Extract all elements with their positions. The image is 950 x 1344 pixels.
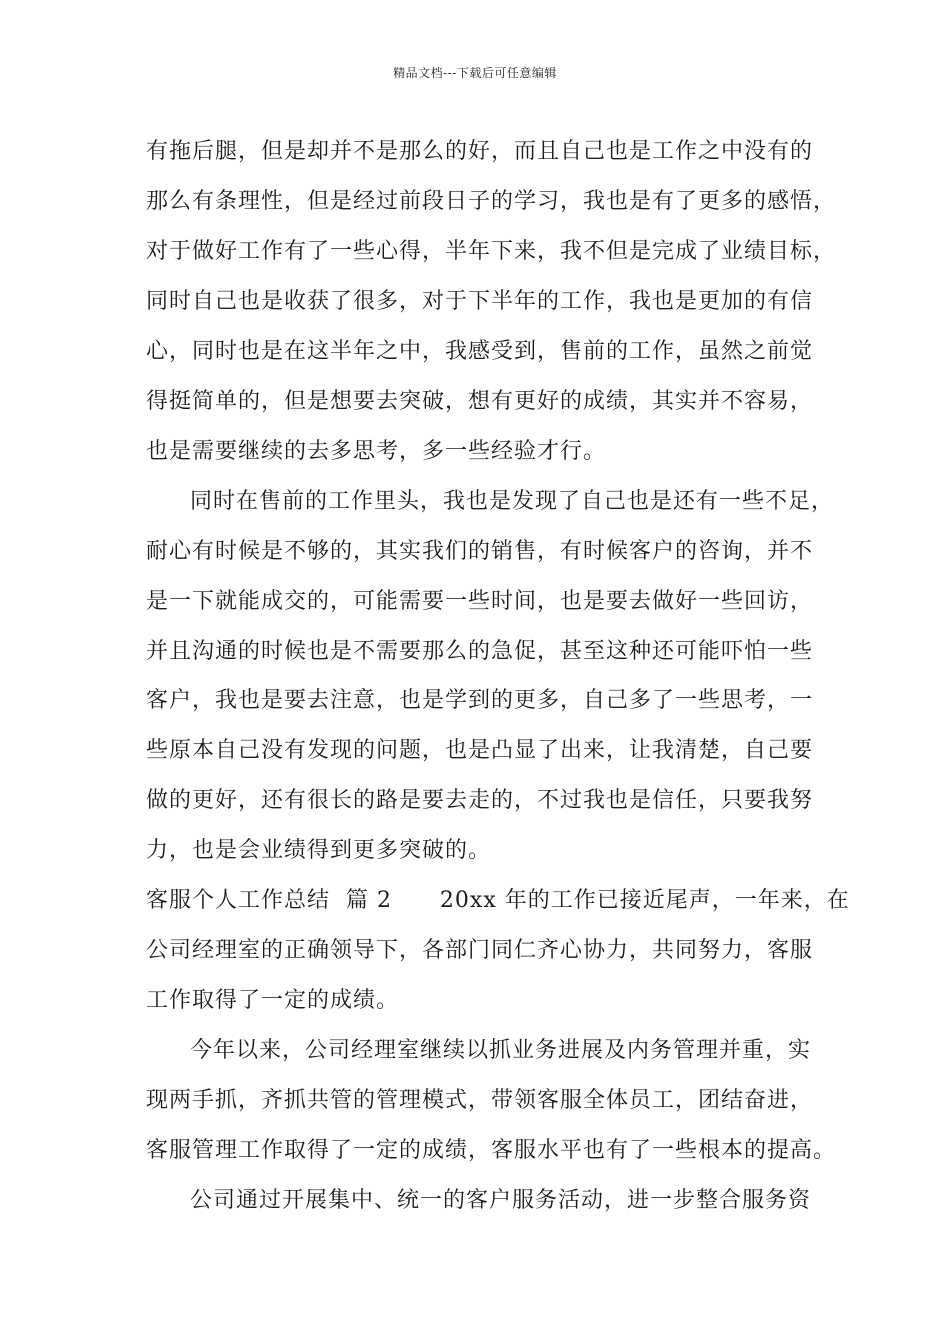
text-line: 客服管理工作取得了一定的成绩，客服水平也有了一些根本的提高。 [146, 1138, 837, 1163]
text-line: 有拖后腿，但是却并不是那么的好，而且自己也是工作之中没有的 [146, 139, 814, 164]
text-line: 公司通过开展集中、统一的客户服务活动，进一步整合服务资 [190, 1188, 812, 1213]
text-line: 今年以来，公司经理室继续以抓业务进展及内务管理并重，实 [190, 1038, 812, 1063]
text-line: 那么有条理性，但是经过前段日子的学习，我也是有了更多的感悟， [146, 189, 837, 214]
text-line: 公司经理室的正确领导下，各部门同仁齐心协力，共同努力，客服 [146, 938, 814, 963]
text-line: 也是需要继续的去多思考，多一些经验才行。 [146, 439, 607, 464]
text-line: 并且沟通的时候也是不需要那么的急促，甚至这种还可能吓怕一些 [146, 639, 814, 664]
text-line: 工作取得了一定的成绩。 [146, 988, 400, 1013]
text-line: 得挺简单的，但是想要去突破，想有更好的成绩，其实并不容易， [146, 389, 814, 414]
text-line: 耐心有时候是不够的，其实我们的销售，有时候客户的咨询，并不 [146, 539, 814, 564]
section-heading-line: 客服个人工作总结 篇 2 20xx 年的工作已接近尾声，一年来，在 [146, 888, 850, 913]
text-line: 些原本自己没有发现的问题，也是凸显了出来，让我清楚，自己要 [146, 738, 814, 763]
text-line: 同时自己也是收获了很多，对于下半年的工作，我也是更加的有信 [146, 289, 814, 314]
text-line: 客户，我也是要去注意，也是学到的更多，自己多了一些思考，一 [146, 688, 814, 713]
text-line: 是一下就能成交的，可能需要一些时间，也是要去做好一些回访， [146, 589, 814, 614]
text-line: 同时在售前的工作里头，我也是发现了自己也是还有一些不足， [190, 489, 835, 514]
text-line: 力，也是会业绩得到更多突破的。 [146, 838, 492, 863]
text-line: 现两手抓，齐抓共管的管理模式，带领客服全体员工，团结奋进， [146, 1088, 814, 1113]
text-line: 对于做好工作有了一些心得，半年下来，我不但是完成了业绩目标， [146, 239, 837, 264]
text-line: 做的更好，还有很长的路是要去走的，不过我也是信任，只要我努 [146, 788, 814, 813]
page-header: 精品文档---下载后可任意编辑 [393, 66, 557, 80]
text-line: 心，同时也是在这半年之中，我感受到，售前的工作，虽然之前觉 [146, 339, 814, 364]
